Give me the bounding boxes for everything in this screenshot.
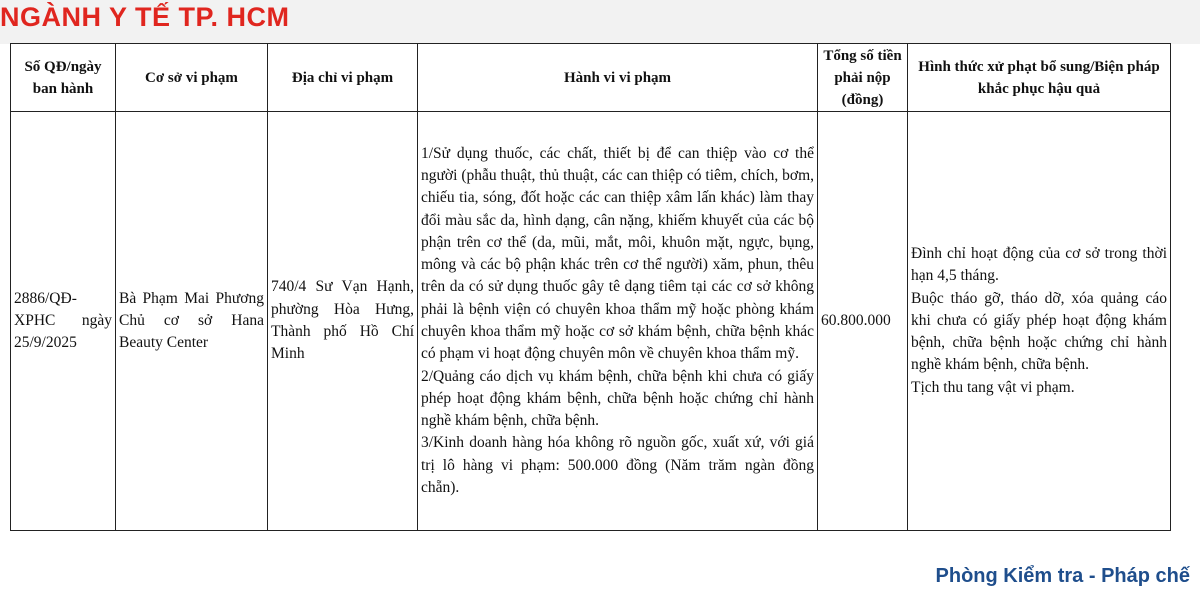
measure-item: Tịch thu tang vật vi phạm. (911, 378, 1075, 396)
violations-table (10, 43, 1171, 531)
measure-item: Buộc tháo gỡ, tháo dỡ, xóa quảng cáo khi chưa có giấy phép hoạt động khám bệnh, chữa bệnh hoặc chứng chỉ hành nghề khám bệnh, chữa bệnh. (911, 289, 1167, 374)
col-header-facility: Cơ sở vi phạm (116, 44, 268, 112)
col-header-amount: Tổng số tiền phải nộp (đồng) (818, 44, 908, 112)
page-title: NGÀNH Y TẾ TP. HCM (0, 2, 290, 32)
col-header-measures: Hình thức xử phạt bổ sung/Biện pháp khắc phục hậu quả (908, 44, 1171, 112)
table-row (11, 112, 1171, 531)
violation-item: 2/Quảng cáo dịch vụ khám bệnh, chữa bệnh khi chưa có giấy phép hoạt động khám bệnh, chữa bệnh hoặc chứng chỉ hành nghề khám bệnh, chữa bệnh. (421, 367, 814, 430)
violation-item: 3/Kinh doanh hàng hóa không rõ nguồn gốc, xuất xứ, với giá trị lô hàng vi phạm: 500.000 đồng (Năm trăm ngàn đồng chẵn). (421, 434, 814, 497)
cell-address: 740/4 Sư Vạn Hạnh, phường Hòa Hưng, Thành phố Hồ Chí Minh (268, 112, 418, 531)
violation-item: 1/Sử dụng thuốc, các chất, thiết bị để can thiệp vào cơ thể người (phẫu thuật, thủ thuật, các can thiệp có tiêm, chích, bơm, chiếu tia, sóng, đốt hoặc các can thiệp xâm lấn khác) làm thay đổi màu sắc da, hình dạng, cân nặng, khiếm khuyết của các bộ phận trên cơ thể (da, mũi, mắt, môi, khuôn mặt, ngực, bụng, mông và các bộ phận khác trên cơ thể người) xăm, phun, thêu trên da có sử dụng thuốc gây tê dạng tiêm tại các cơ sở không phải là bệnh viện có chuyên khoa thẩm mỹ hoặc phòng khám chuyên khoa thẩm mỹ hoặc cơ sở khám bệnh, chữa bệnh khác có phạm vi hoạt động chuyên môn về chuyên khoa thẩm mỹ. (421, 144, 814, 363)
cell-violations (418, 112, 818, 531)
cell-measures (908, 112, 1171, 531)
col-header-violation: Hành vi vi phạm (418, 44, 818, 112)
cell-amount: 60.800.000 (818, 112, 908, 531)
col-header-address: Địa chỉ vi phạm (268, 44, 418, 112)
table-header-row (11, 44, 1171, 112)
cell-facility: Bà Phạm Mai Phương Chủ cơ sở Hana Beauty Center (116, 112, 268, 531)
col-header-decision: Số QĐ/ngày ban hành (11, 44, 116, 112)
measure-item: Đình chỉ hoạt động của cơ sở trong thời hạn 4,5 tháng. (911, 244, 1167, 285)
cell-decision: 2886/QĐ-XPHC ngày 25/9/2025 (11, 112, 116, 531)
footer-department: Phòng Kiểm tra - Pháp chế (935, 565, 1190, 587)
